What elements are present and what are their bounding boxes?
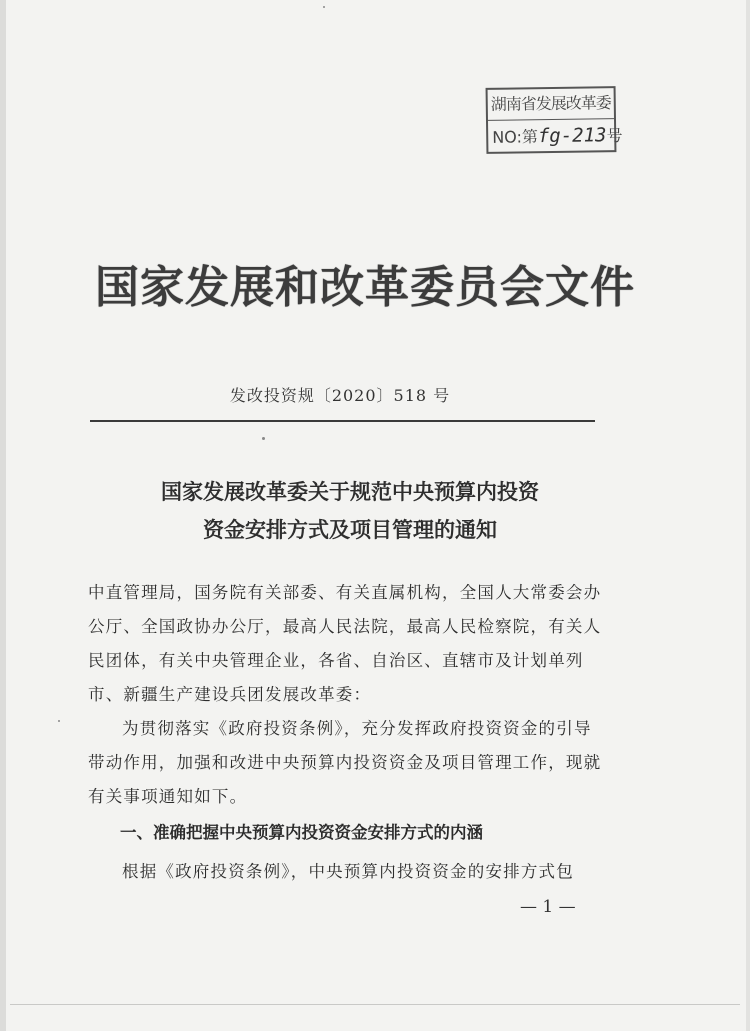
stamp-number-prefix: NO:第 [492, 127, 539, 147]
scan-speck [323, 6, 325, 8]
scan-artifact-line [10, 1004, 740, 1005]
scan-speck [58, 720, 60, 722]
section-heading: 一、准确把握中央预算内投资资金安排方式的内涵 [120, 823, 483, 842]
intro-paragraph: 为贯彻落实《政府投资条例》，充分发挥政府投资资金的引导带动作用，加强和改进中央预算内投资资金及项目管理工作，现就有关事项通知如下。 [88, 719, 602, 806]
notice-title-line2: 资金安排方式及项目管理的通知 [203, 517, 497, 542]
page-number: — 1 — [520, 897, 576, 917]
document-number: 发改投资规〔2020〕518 号 [229, 386, 451, 405]
scan-edge [0, 0, 6, 1031]
issuer-header: 国家发展和改革委员会文件 [95, 262, 635, 313]
stamp-number-row [488, 119, 623, 153]
notice-title-line1: 国家发展改革委关于规范中央预算内投资 [161, 479, 539, 504]
receipt-stamp [486, 86, 623, 154]
scan-speck [262, 437, 265, 440]
notice-title [90, 473, 610, 549]
addressee-paragraph: 中直管理局，国务院有关部委、有关直属机构，全国人大常委会办公厅、全国政协办公厅，最高人民法院，最高人民检察院，有关人民团体，有关中央管理企业，各省、自治区、直辖市及计划单列市、新疆生产建设兵团发展改革委： [88, 583, 602, 704]
scan-edge [746, 0, 750, 1031]
header-divider [90, 420, 595, 422]
stamp-number-suffix: 号 [606, 126, 623, 146]
stamp-handwritten-number: fg-213 [537, 124, 607, 148]
body-paragraph: 根据《政府投资条例》，中央预算内投资资金的安排方式包 [122, 862, 574, 881]
stamp-agency: 湖南省发展改革委 [488, 88, 614, 121]
